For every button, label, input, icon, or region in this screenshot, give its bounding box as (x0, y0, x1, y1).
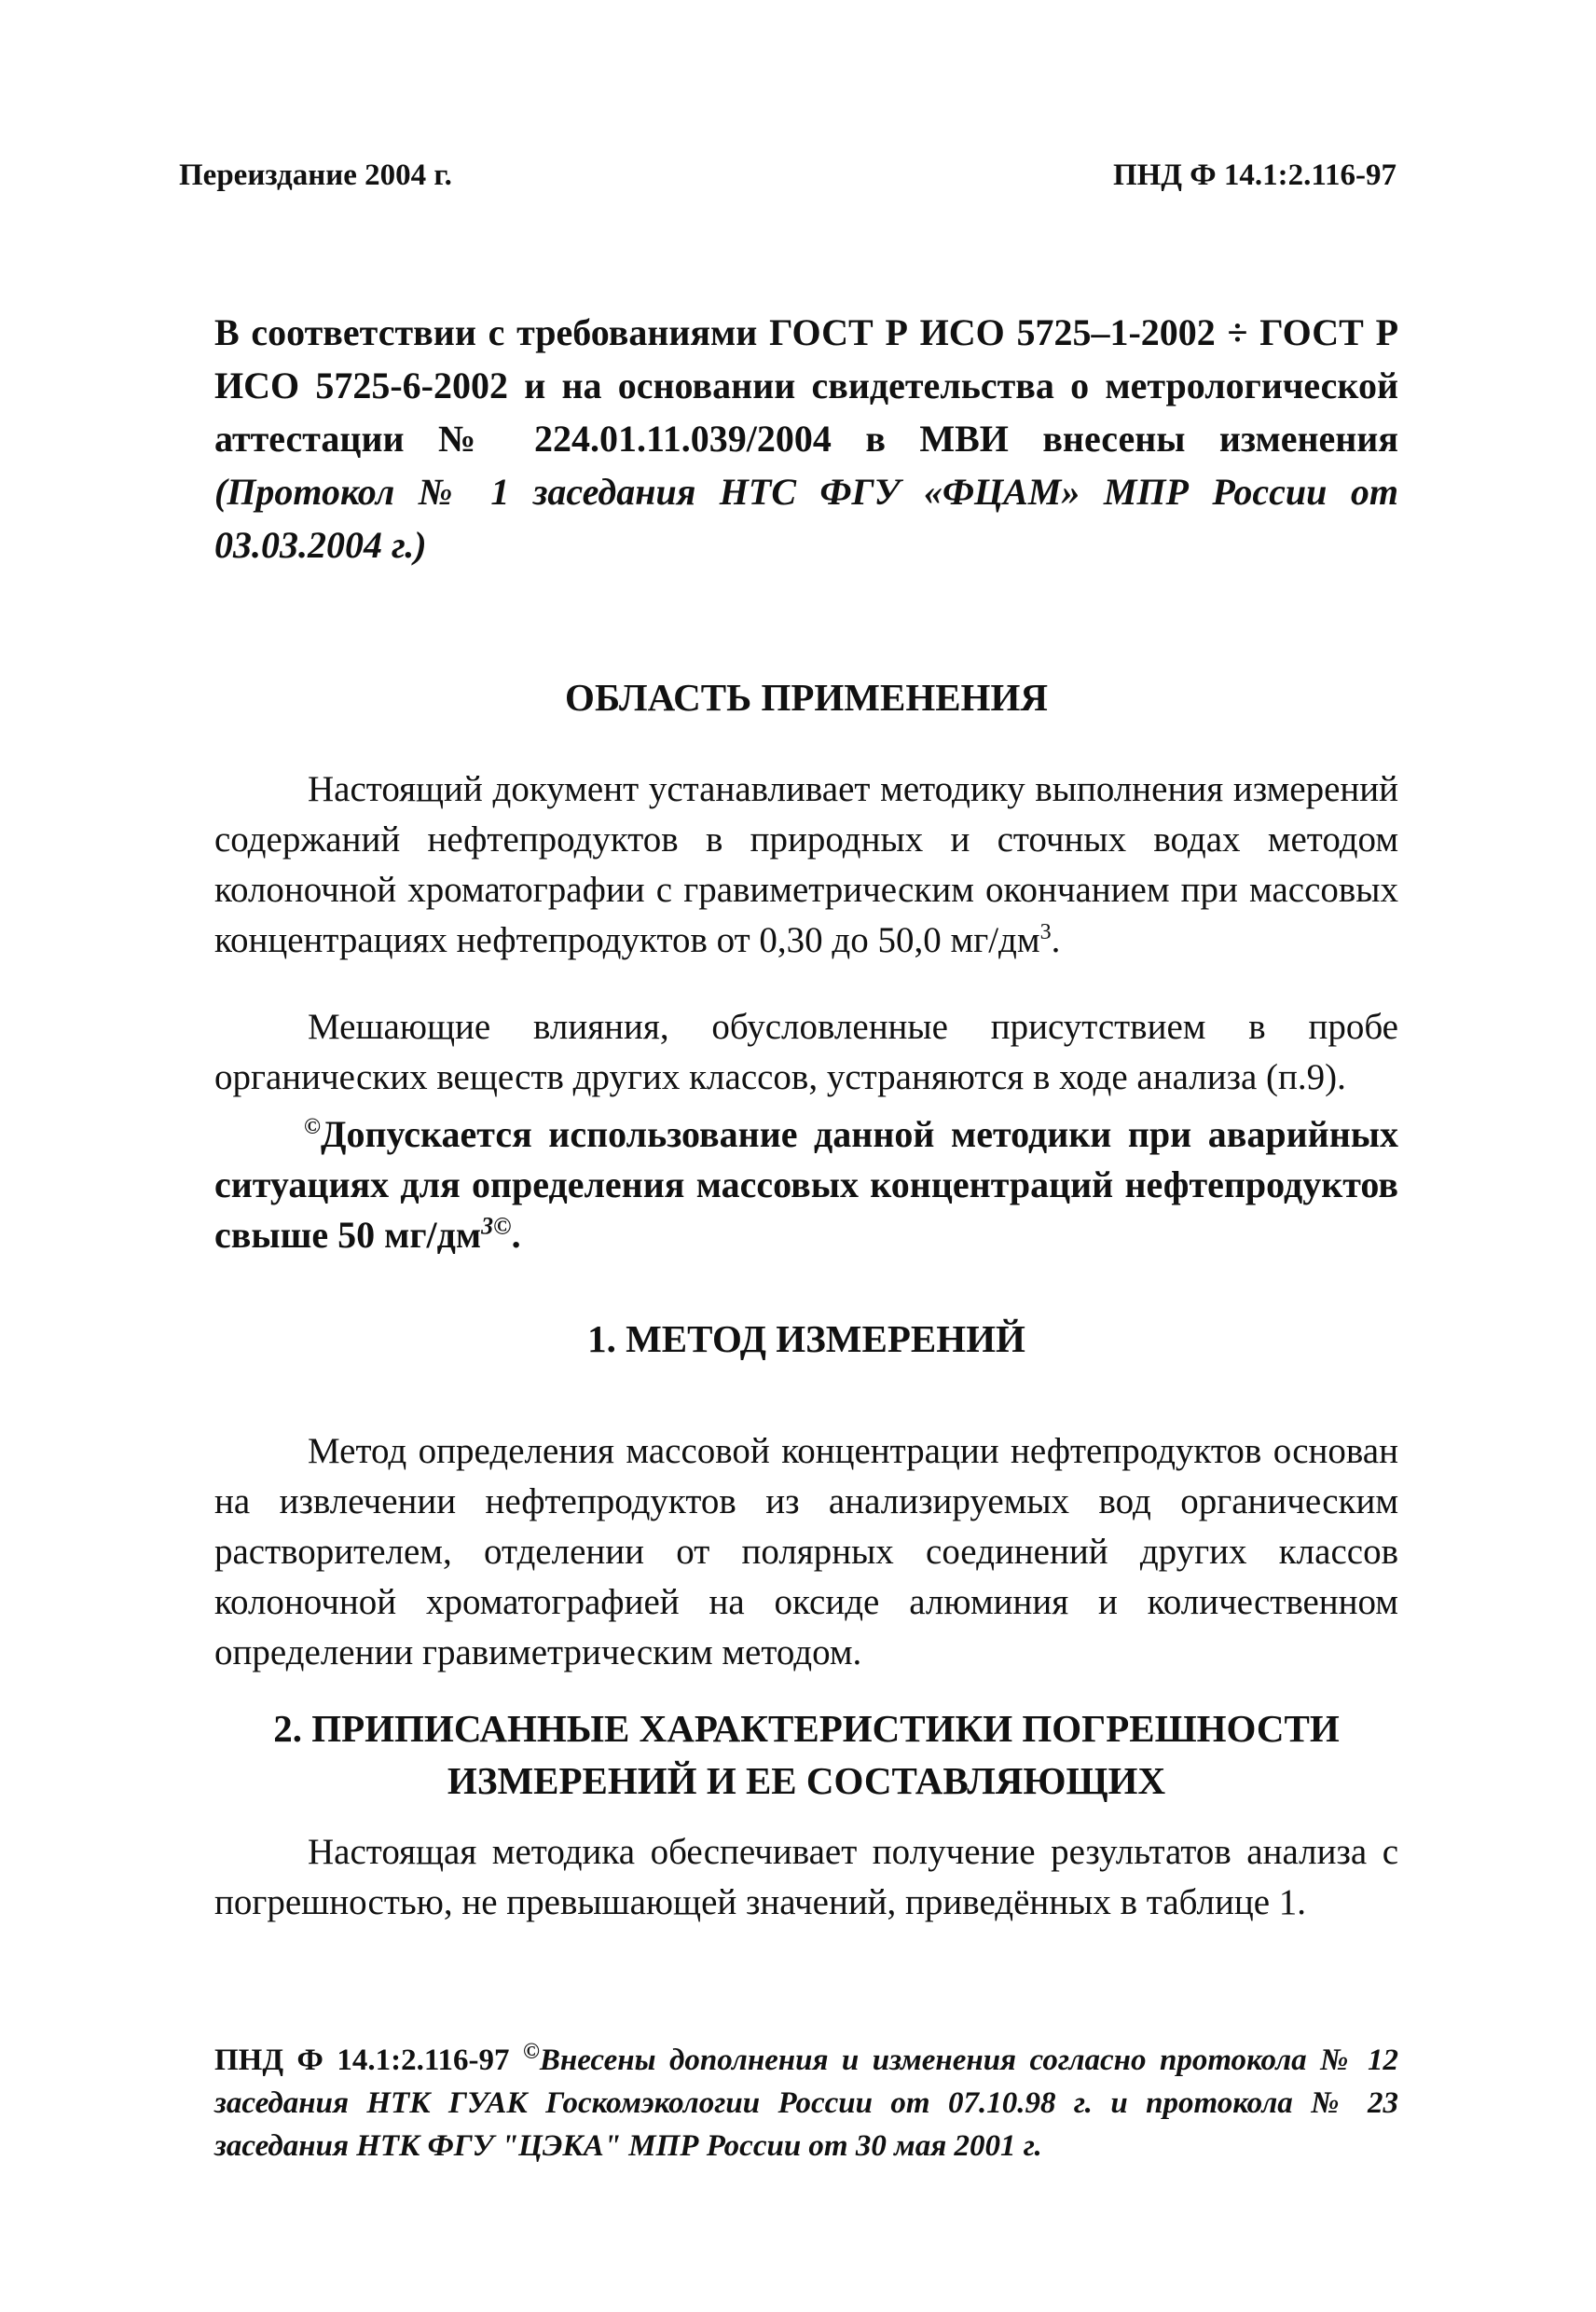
section-2-heading-line-1: 2. ПРИПИСАННЫЕ ХАРАКТЕРИСТИКИ ПОГРЕШНОСТИ (273, 1707, 1340, 1750)
section-2-heading (214, 1702, 1398, 1807)
section-1-text: Метод определения массовой концентрации нефтепродуктов основан на извлечении нефтепродуктов из анализируемых вод органическим растворителем, отделении от полярных соединений других классов колоночной хроматографией на оксиде алюминия и количественном определении гравиметрическим методом. (214, 1431, 1398, 1672)
scope-paragraph-3: ©Допускается использование данной методики при аварийных ситуациях для определения массовых концентраций нефтепродуктов свыше 50 $мг/дм^{3©}$. (214, 1113, 1398, 1256)
amendment-notice-text: В соответствии с требованиями ГОСТ Р ИСО 5725–1-2002 ÷ ГОСТ Р ИСО 5725-6-2002 и на основании свидетельства о метрологической аттестации № 224.01.11.039/2004 в МВИ внесены изменения (214, 311, 1398, 460)
footnote-code: ПНД Ф 14.1:2.116-97 (214, 2044, 523, 2077)
section-2-text: Настоящая методика обеспечивает получение результатов анализа с погрешностью, не превышающей значений, приведённых в таблице 1. (214, 1832, 1398, 1922)
scope-paragraph-1-sup: 3 (1039, 920, 1052, 944)
section-2-paragraph (214, 1827, 1398, 1928)
footnote-text: Внесены дополнения и изменения согласно протокола № 12 заседания НТК ГУАК Госкомэкологии России от 07.10.98 г. и протокола № 23 заседания НТК ФГУ "ЦЭКА" МПР России от 30 мая 2001 г. (214, 2044, 1398, 2163)
scope-paragraph-1-text: Настоящий документ устанавливает методику выполнения измерений содержаний нефтепродуктов в природных и сточных водах методом колоночной хроматографии с гравиметрическим окончанием при массовых концентрациях нефтепродуктов от 0,30 до 50,0 мг/дм (214, 769, 1398, 960)
scope-heading: ОБЛАСТЬ ПРИМЕНЕНИЯ (565, 676, 1048, 719)
amendment-protocol: (Протокол № 1 заседания НТС ФГУ «ФЦАМ» МПР России от 03.03.2004 г.) (214, 471, 1398, 566)
section-1-paragraph (214, 1426, 1398, 1678)
scope-paragraph-1: Настоящий документ устанавливает методику выполнения измерений содержаний нефтепродуктов в природных и сточных водах методом колоночной хроматографии с гравиметрическим окончанием при массовых концентрациях нефтепродуктов от 0,30 до 50,0 $мг/дм^3$. (214, 769, 1398, 960)
scope-paragraph-3-sup: 3© (481, 1212, 512, 1240)
scope-paragraph-2-text: Мешающие влияния, обусловленные присутствием в пробе органических веществ других классов, устраняются в ходе анализа (п.9). (214, 1007, 1398, 1097)
document-code: ПНД Ф 14.1:2.116-97 (1112, 158, 1396, 192)
amendment-notice (214, 306, 1398, 571)
section-2-heading-line-2: ИЗМЕРЕНИЙ И ЕЕ СОСТАВЛЯЮЩИХ (447, 1759, 1166, 1802)
scope-paragraph-2 (214, 1002, 1398, 1103)
section-1-heading: 1. МЕТОД ИЗМЕРЕНИЙ (587, 1317, 1025, 1360)
reissue-label: Переиздание 2004 г. (179, 158, 452, 192)
scope-paragraph-3-text: Допускается использование данной методики при аварийных ситуациях для определения массовых концентраций нефтепродуктов свыше 50 мг/дм (214, 1113, 1398, 1256)
footnote: ПНД Ф 14.1:2.116-97 ©Внесены дополнения и изменения согласно протокола № 12 заседания НТК ГУАК Госкомэкологии России от 07.10.98 г. и протокола № 23 заседания НТК ФГУ "ЦЭКА" МПР России от 30 мая 2001 г. (214, 2040, 1398, 2163)
